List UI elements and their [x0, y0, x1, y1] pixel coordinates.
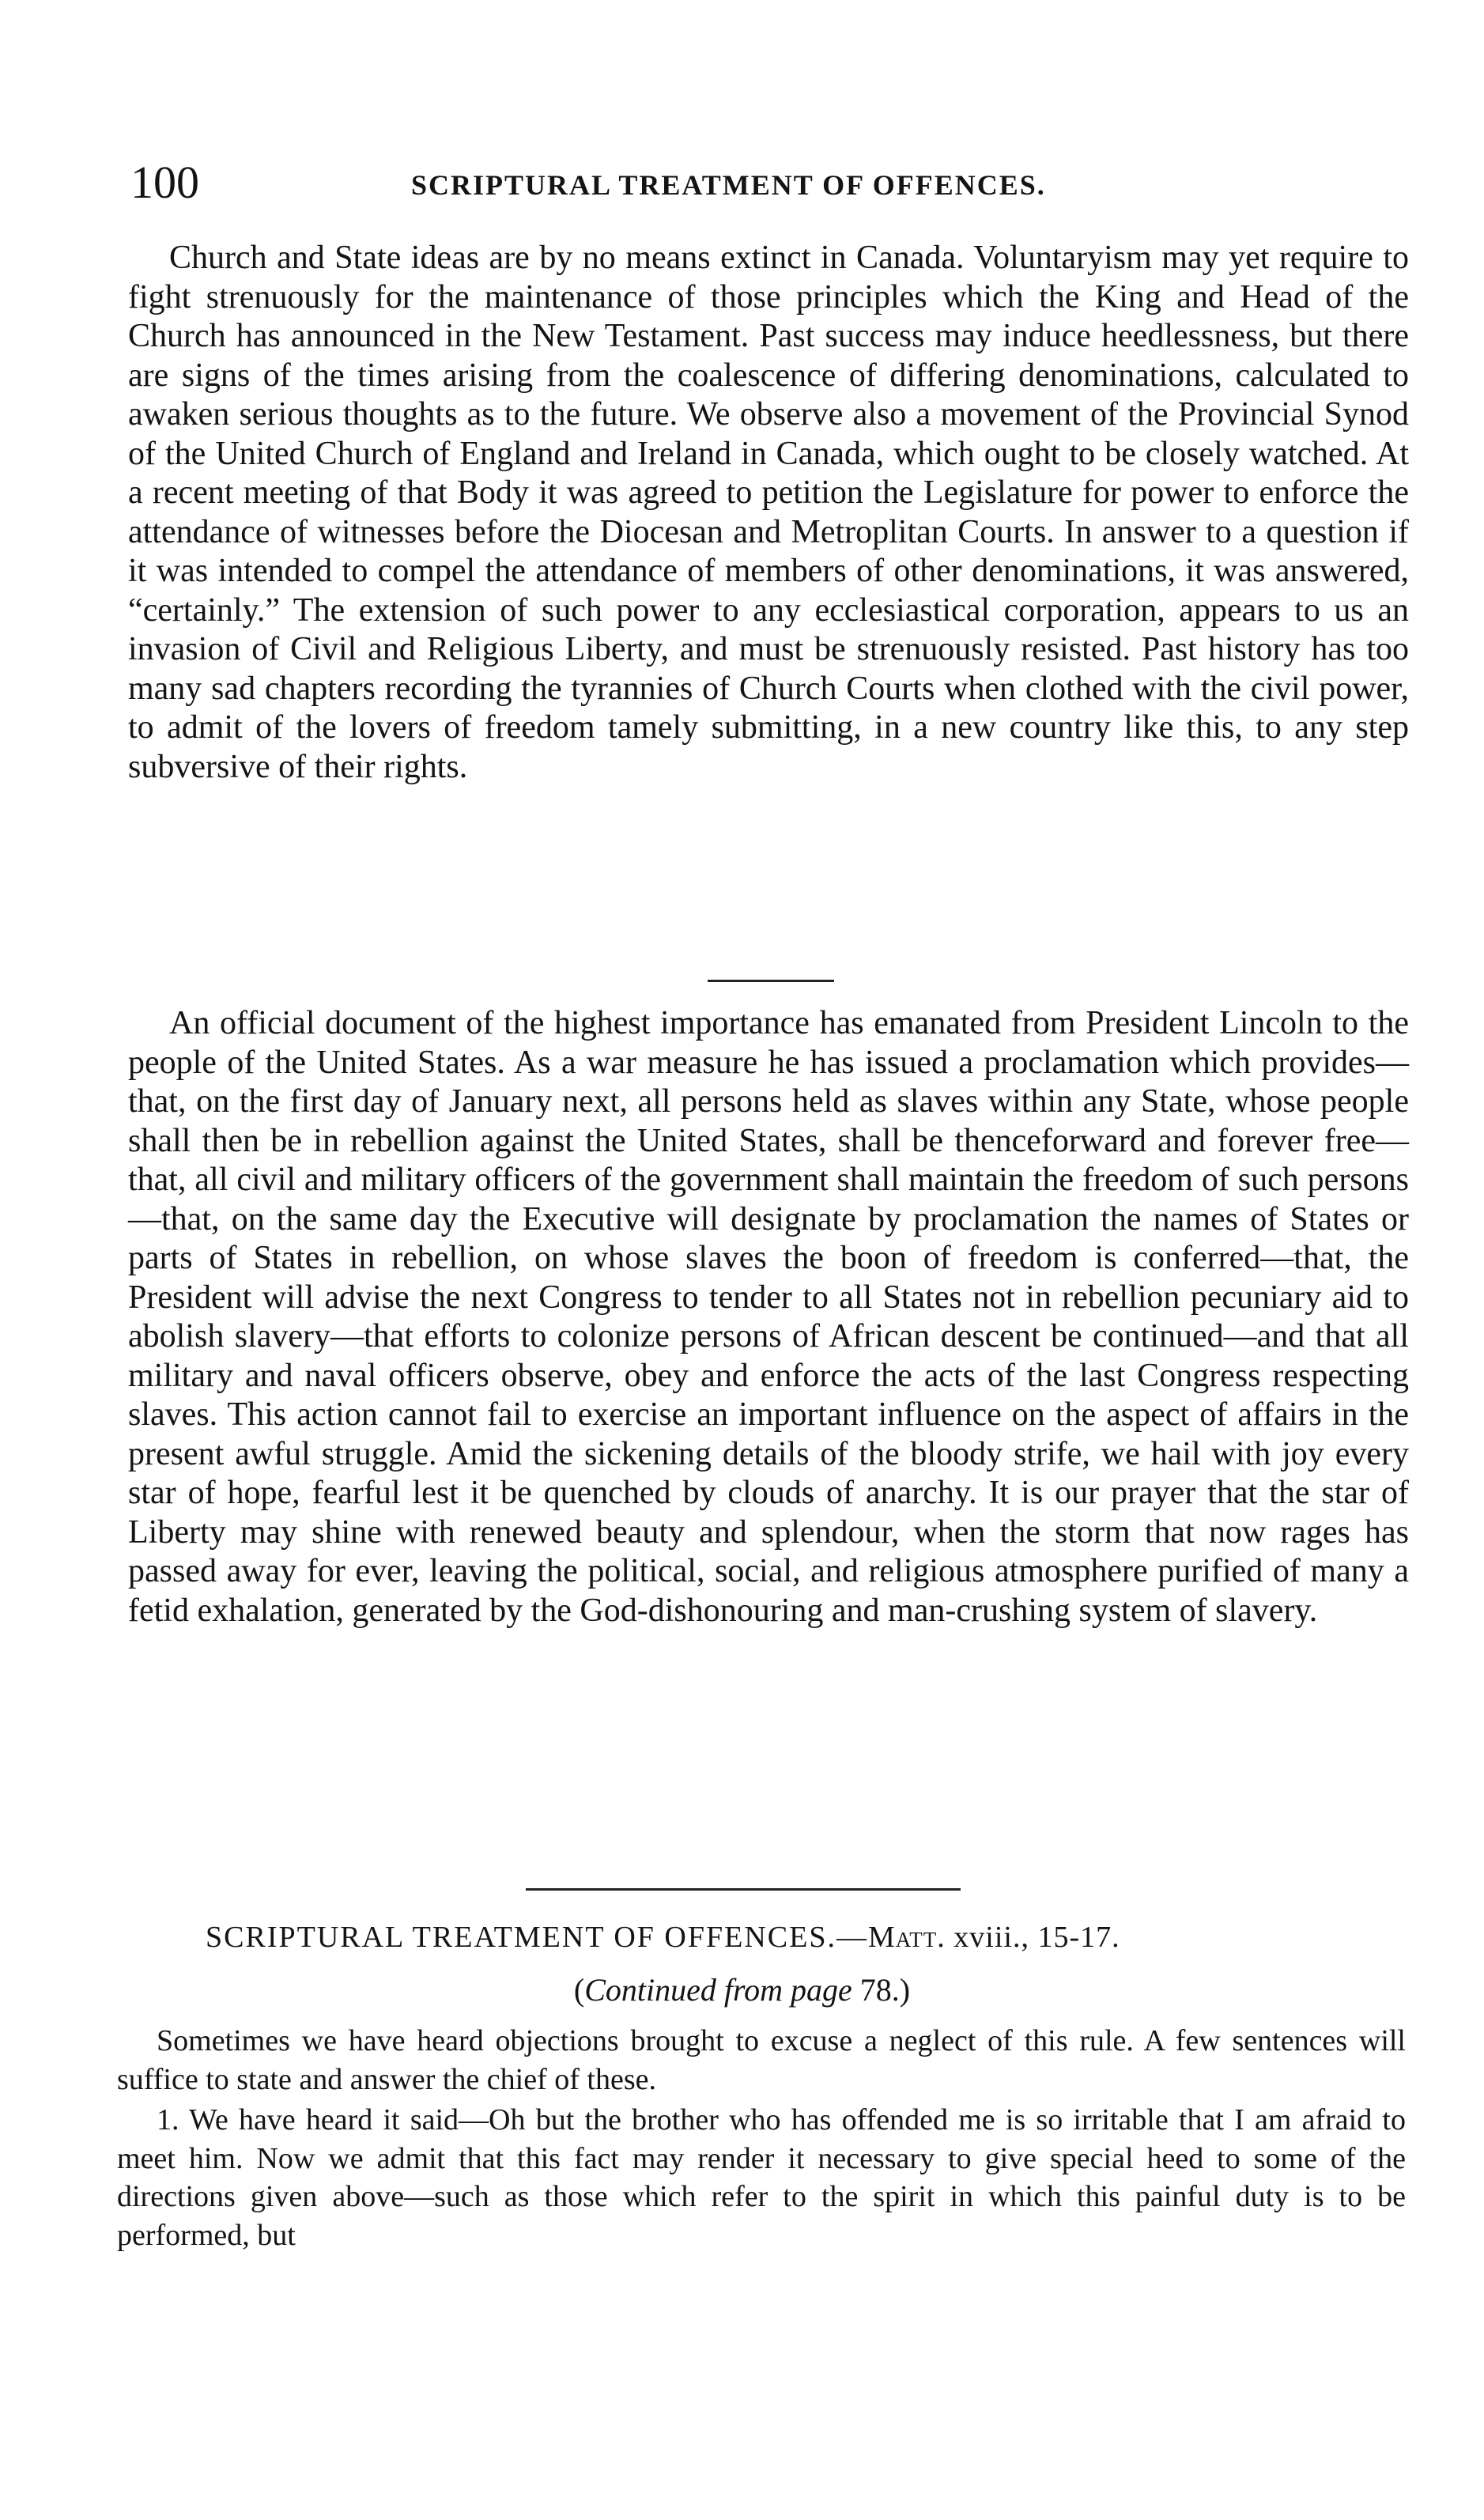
continued-note-text: Continued from page — [584, 1972, 852, 2008]
paragraph-objections-intro: Sometimes we have heard objections brought to excuse a neglect of this rule. A few sentences will suffice to state and answer the chief of these. — [117, 2024, 1406, 2096]
running-head — [130, 155, 1411, 210]
section-heading — [206, 1914, 1391, 1961]
section-heading-reference-verses: xviii., 15-17. — [945, 1921, 1120, 1954]
running-title: SCRIPTURAL TREATMENT OF OFFENCES. — [411, 169, 1046, 201]
section-heading-reference — [868, 1921, 1120, 1954]
continued-note: (Continued from page 78.) — [573, 1972, 911, 2008]
paragraph-objection-one: 1. We have heard it said—Oh but the brother who has offended me is so irritable that I am afraid to meet him. Now we admit that this fact may render it necessary to give special heed to some of the directions given above—such as those which refer to the spirit in which this painful duty is to be performed, but — [117, 2103, 1406, 2252]
paragraph-lincoln-proclamation: An official document of the highest importance has emanated from President Lincoln to the people of the United States. As a war measure he has issued a proclamation which provides—that, on the first day of January next, all persons held as slaves within any State, whose people shall then be in rebellion against the United States, shall be thenceforward and forever free—that, all civil and military officers of the government shall maintain the freedom of such persons—that, on the same day the Executive will designate by proclamation the names of States or parts of States in rebellion, on whose slaves the boon of freedom is conferred—that, the President will advise the next Congress to tender to all States not in rebellion pecuniary aid to abolish slavery—that efforts to colonize persons of African descent be continued—and that all military and naval officers observe, obey and enforce the acts of the last Congress respecting slaves. This action cannot fail to exercise an important influence on the aspect of affairs in the present awful struggle. Amid the sickening details of the bloody strife, we hail with joy every star of hope, fearful lest it be quenched by clouds of anarchy. It is our prayer that the star of Liberty may shine with renewed beauty and splendour, when the storm that now rages has passed away for ever, leaving the political, social, and religious atmosphere purified of many a fetid exhalation, generated by the God-dishonouring and man-crushing system of slavery. — [128, 1005, 1409, 1629]
section-heading-reference-book: Matt. — [867, 1921, 946, 1954]
section-divider-short — [708, 980, 834, 982]
paragraph-church-and-state: Church and State ideas are by no means extinct in Canada. Voluntaryism may yet require to fight strenuously for the maintenance of those principles which the King and Head of the Church has announced in the New Testament. Past success may induce heedlessness, but there are signs of the times arising from the coalescence of differing denominations, calculated to awaken serious thoughts as to the future. We observe also a movement of the Provincial Synod of the United Church of England and Ireland in Canada, which ought to be closely watched. At a recent meeting of that Body it was agreed to petition the Legislature for power to enforce the attendance of witnesses before the Diocesan and Metroplitan Courts. In answer to a question if it was intended to compel the attendance of members of other denominations, it was answered, “certainly.” The extension of such power to any ecclesiastical corporation, appears to us an invasion of Civil and Religious Liberty, and must be strenuously resisted. Past history has too many sad chapters recording the tyrannies of Church Courts when clothed with the civil power, to admit of the lovers of freedom tamely submitting, in a new country like this, to any step subversive of their rights. — [128, 240, 1409, 785]
continued-note-page: 78. — [859, 1972, 900, 2008]
page-number: 100 — [130, 157, 199, 208]
section-divider-long — [526, 1888, 961, 1891]
section-heading-title: SCRIPTURAL TREATMENT OF OFFENCES.— — [206, 1921, 868, 1954]
